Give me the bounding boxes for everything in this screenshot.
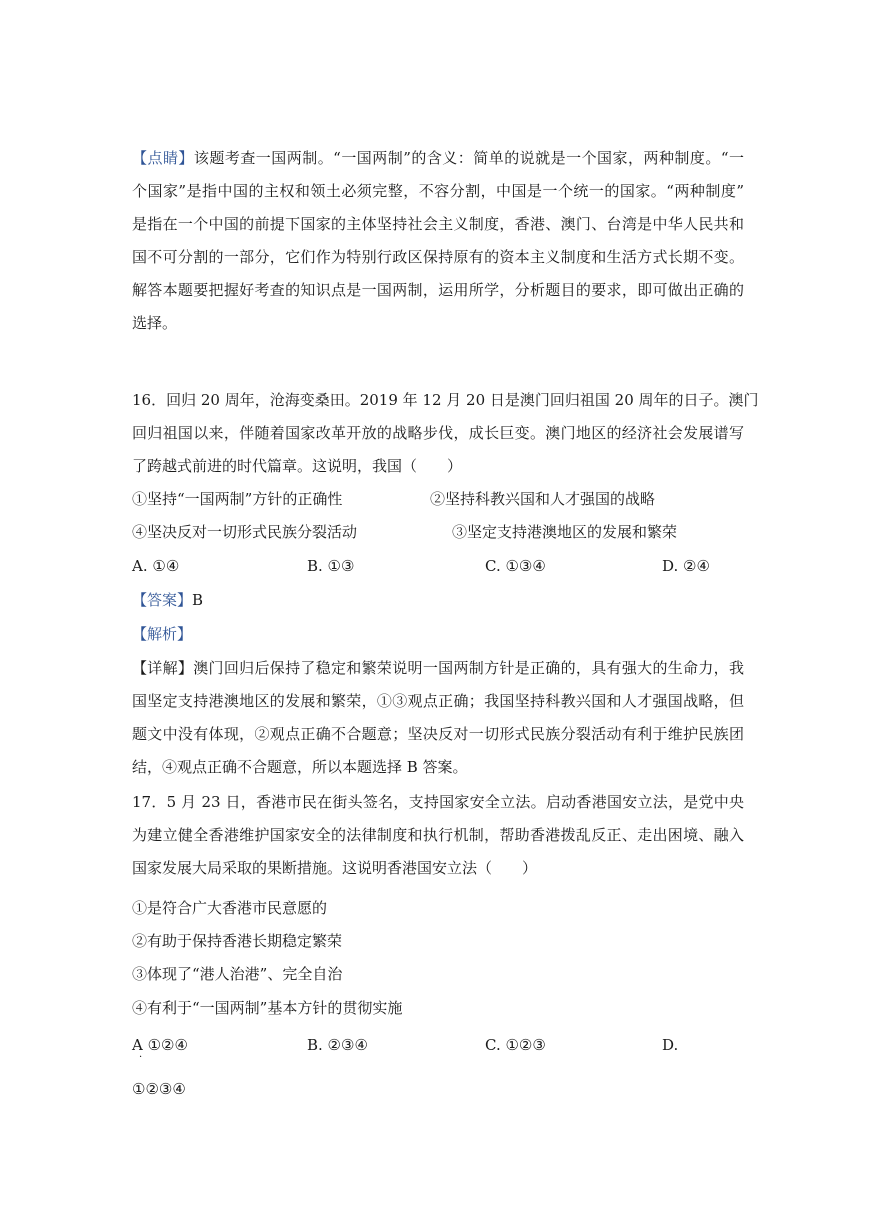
dianjing-line-3: 是指在一个中国的前提下国家的主体坚持社会主义制度，香港、澳门、台湾是中华人民共和 xyxy=(132,215,744,233)
q17-statement-1: ①是符合广大香港市民意愿的 xyxy=(132,899,328,917)
dianjing-line-2: 个国家”是指中国的主权和领土必须完整，不容分割，中国是一个统一的国家。“两种制度” xyxy=(132,182,744,200)
dianjing-line-6: 选择。 xyxy=(132,314,178,332)
dianjing-tag: 【点睛】 xyxy=(132,149,194,167)
q16-detail-line-2: 国坚定支持港澳地区的发展和繁荣，①③观点正确；我国坚持科教兴国和人才强国战略，但 xyxy=(132,692,744,710)
q17-stem-line-3: 国家发展大局采取的果断措施。这说明香港国安立法（ ） xyxy=(132,859,538,877)
q16-stem-line-2: 回归祖国以来，伴随着国家改革开放的战略步伐，成长巨变。澳门地区的经济社会发展谱写 xyxy=(132,424,744,442)
dianjing-text-1: 该题考查一国两制。“一国两制”的含义：简单的说就是一个国家，两种制度。“一 xyxy=(193,149,744,167)
q17-option-b: B. ②③④ xyxy=(307,1036,368,1054)
analysis-tag: 【解析】 xyxy=(132,625,193,643)
q17-option-d: D. xyxy=(662,1036,679,1054)
answer-value: B xyxy=(192,591,204,609)
q16-statement-4: ④坚决反对一切形式民族分裂活动 xyxy=(132,523,358,541)
q16-statement-1: ①坚持“一国两制”方针的正确性 xyxy=(132,490,343,508)
q17-stem-line-1: 17．5 月 23 日，香港市民在街头签名，支持国家安全立法。启动香港国安立法，是党中央 xyxy=(132,793,744,811)
q16-detail-line-4: 结，④观点正确不合题意，所以本题选择 B 答案。 xyxy=(132,758,468,776)
dianjing-line-1 xyxy=(132,148,744,170)
q16-option-a: A. ①④ xyxy=(132,557,180,575)
q17-statement-4: ④有利于“一国两制”基本方针的贯彻实施 xyxy=(132,999,403,1017)
q16-option-c: C. ①③④ xyxy=(485,557,546,575)
q16-statement-3: ③坚定支持港澳地区的发展和繁荣 xyxy=(452,523,678,541)
q17-option-c: C. ①②③ xyxy=(485,1036,546,1054)
q16-answer xyxy=(132,590,203,610)
q17-statement-2: ②有助于保持香港长期稳定繁荣 xyxy=(132,932,343,950)
q16-option-b: B. ①③ xyxy=(307,557,355,575)
q17-option-d-content: ①②③④ xyxy=(132,1080,186,1098)
detail-text-1: 澳门回归后保持了稳定和繁荣说明一国两制方针是正确的，具有强大的生命力，我 xyxy=(193,659,744,677)
q16-detail-line-1 xyxy=(132,658,744,680)
q16-stem-line-3: 了跨越式前进的时代篇章。这说明，我国（ ） xyxy=(132,457,463,475)
q17-option-a-dot: · xyxy=(139,1052,143,1063)
q16-stem-line-1: 16．回归 20 周年，沧海变桑田。2019 年 12 月 20 日是澳门回归祖国 20 周年的日子。澳门 xyxy=(132,391,759,409)
dianjing-line-4: 国不可分割的一部分，它们作为特别行政区保持原有的资本主义制度和生活方式长期不变。 xyxy=(132,248,744,266)
dianjing-line-5: 解答本题要把握好考查的知识点是一国两制，运用所学，分析题目的要求，即可做出正确的 xyxy=(132,281,744,299)
q17-stem-line-2: 为建立健全香港维护国家安全的法律制度和执行机制，帮助香港拨乱反正、走出困境、融入 xyxy=(132,826,744,844)
q16-detail-line-3: 题文中没有体现，②观点正确不合题意；坚决反对一切形式民族分裂活动有利于维护民族团 xyxy=(132,725,744,743)
answer-tag: 【答案】 xyxy=(132,591,193,609)
q17-statement-3: ③体现了“港人治港”、完全自治 xyxy=(132,965,343,983)
q16-option-d: D. ②④ xyxy=(662,557,710,575)
q16-statement-2: ②坚持科教兴国和人才强国的战略 xyxy=(430,490,656,508)
q17-option-a: A ①②④ xyxy=(132,1036,188,1054)
detail-tag: 【详解】 xyxy=(132,659,194,677)
